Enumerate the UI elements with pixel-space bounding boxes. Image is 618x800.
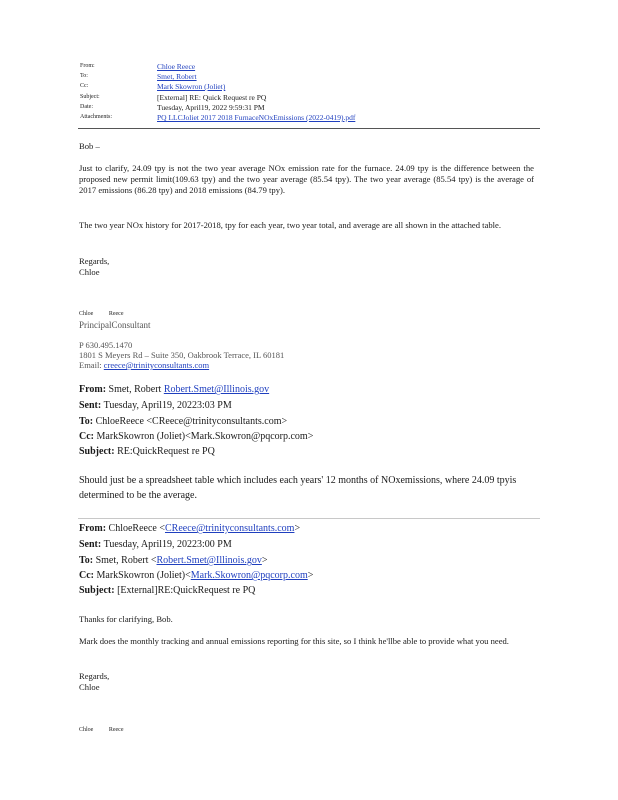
quoted1-sent [79, 400, 232, 412]
quoted1-to-label: To: [79, 416, 94, 427]
quoted1-subject-value: RE:QuickRequest re PQ [117, 446, 215, 457]
signature-last-name: Reece [108, 311, 124, 317]
quoted2-paragraph-1: Thanks for clarifying, Bob. [79, 614, 173, 624]
quoted1-subject-label: Subject: [79, 446, 115, 457]
date-label: Date: [80, 104, 93, 110]
quoted1-from [79, 384, 269, 396]
quoted2-closing-name: Chloe [79, 682, 100, 692]
closing-name: Chloe [79, 267, 100, 277]
quoted2-from [79, 523, 300, 535]
quoted1-to-value: ChloeReece <CReece@trinityconsultants.com> [95, 416, 288, 427]
subject-value: [External] RE: Quick Request re PQ [157, 93, 267, 102]
quoted2-sent-value: Tuesday, April19, 20223:00 PM [103, 539, 232, 550]
message-paragraph-1: Just to clarify, 24.09 tpy is not the two year average NOx emission rate for the furnace. 24.09 tpy is the difference between the proposed new permit limit(109.63 tpy) and the two year average (85.54 tpy). The two year average (85.54 tpy) is the average of 2017 emissions (86.28 tpy) and 2018 emissions (84.79 tpy). [79, 163, 534, 195]
signature-phone: P 630.495.1470 [79, 340, 133, 350]
quoted1-from-label: From: [79, 384, 107, 395]
quoted2-to [79, 555, 267, 567]
quoted2-to-email[interactable]: Robert.Smet@Illinois.gov [156, 555, 262, 566]
cc-label: Cc: [80, 83, 89, 89]
quoted1-body: Should just be a spreadsheet table which includes each years' 12 months of NOxemissions, where 24.09 tpyis determined to be the average. [79, 475, 517, 501]
quoted2-from-close: > [294, 523, 301, 534]
quoted1-to [79, 416, 287, 428]
quoted2-from-email[interactable]: CReece@trinityconsultants.com [164, 523, 295, 534]
message-paragraph-2: The two year NOx history for 2017-2018, tpy for each year, two year total, and average are all shown in the attached table. [79, 220, 502, 230]
quoted1-subject [79, 446, 215, 458]
quoted1-sent-value: Tuesday, April19, 20223:03 PM [103, 400, 232, 411]
quoted2-closing-regards: Regards, [79, 671, 110, 681]
cc-link[interactable]: Mark Skowron (Joliet) [157, 82, 226, 91]
from-label: From: [80, 63, 95, 69]
quoted2-from-name: ChloeReece < [108, 523, 165, 534]
signature-name [79, 311, 124, 317]
quoted1-sent-label: Sent: [79, 400, 102, 411]
signature-email-row [79, 360, 209, 370]
quoted1-cc [79, 431, 313, 443]
greeting: Bob – [79, 141, 100, 151]
date-value: Tuesday, April19, 2022 9:59:31 PM [157, 103, 265, 112]
signature-address: 1801 S Meyers Rd – Suite 350, Oakbrook Terrace, IL 60181 [79, 350, 285, 360]
quoted2-subject [79, 585, 255, 597]
quoted2-cc [79, 570, 313, 582]
quoted2-sig-last: Reece [108, 727, 124, 733]
quoted2-cc-label: Cc: [79, 570, 94, 581]
from-link[interactable]: Chloe Reece [157, 62, 196, 71]
quoted2-paragraph-2: Mark does the monthly tracking and annual emissions reporting for this site, so I think he'llbe able to provide what you need. [79, 636, 509, 646]
signature-email-label: Email: [79, 360, 102, 370]
quoted-divider [78, 518, 540, 519]
to-label: To: [80, 73, 88, 79]
closing-regards: Regards, [79, 256, 110, 266]
quoted2-subject-label: Subject: [79, 585, 115, 596]
subject-label: Subject: [80, 94, 100, 100]
quoted2-subject-value: [External]RE:QuickRequest re PQ [117, 585, 256, 596]
signature-title: PrincipalConsultant [79, 320, 151, 330]
quoted2-to-label: To: [79, 555, 94, 566]
quoted2-sent-label: Sent: [79, 539, 102, 550]
quoted1-cc-label: Cc: [79, 431, 94, 442]
quoted2-from-label: From: [79, 523, 107, 534]
quoted2-to-name: Smet, Robert < [95, 555, 157, 566]
signature-first-name: Chloe [79, 311, 94, 317]
to-link[interactable]: Smet, Robert [157, 72, 197, 81]
quoted2-cc-close: > [307, 570, 314, 581]
quoted2-cc-email[interactable]: Mark.Skowron@pqcorp.com [190, 570, 308, 581]
attachment-link[interactable]: PQ LLCJoliet 2017 2018 FurnaceNOxEmissions (2022-0419).pdf [157, 113, 356, 122]
quoted2-signature [79, 727, 124, 733]
quoted1-from-email[interactable]: Robert.Smet@Illinois.gov [163, 384, 270, 395]
quoted2-to-close: > [261, 555, 268, 566]
attachments-label: Attachments: [80, 114, 112, 120]
quoted2-cc-name: MarkSkowron (Joliet)< [96, 570, 191, 581]
quoted1-cc-value: MarkSkowron (Joliet)<Mark.Skowron@pqcorp.com> [96, 431, 314, 442]
header-divider [78, 128, 540, 129]
quoted1-from-name: Smet, Robert [108, 384, 162, 395]
signature-email-link[interactable]: creece@trinityconsultants.com [103, 360, 210, 370]
quoted2-sig-first: Chloe [79, 727, 94, 733]
quoted2-sent [79, 539, 232, 551]
